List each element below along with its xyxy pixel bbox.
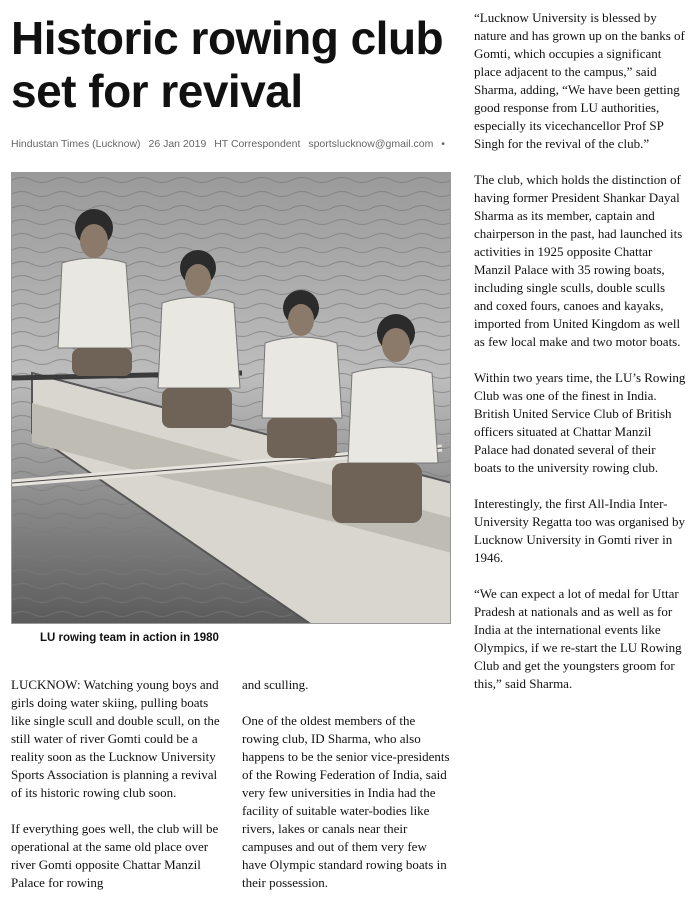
article-column-2 xyxy=(242,676,454,910)
paragraph: and sculling. xyxy=(242,677,309,692)
article-column-3 xyxy=(474,9,686,711)
byline-separator: • xyxy=(441,138,445,150)
photo-caption: LU rowing team in action in 1980 xyxy=(40,632,219,644)
article-photo xyxy=(11,172,451,624)
article-headline: Historic rowing club set for revival xyxy=(11,12,444,117)
paragraph: The club, which holds the distinction of having former President Shankar Dayal Sharma as its member, captain and chairperson in the past, had launched its activities in 1925 opposite Chattar Manzil Palace with 35 rowing boats, including single sculls, double sculls and coxed fours, canoes and kayaks, imported from United Kingdom as well as few local make and two motor boats. xyxy=(474,172,683,349)
paragraph: One of the oldest members of the rowing club, ID Sharma, who also happens to be the senior vice-presidents of the Rowing Federation of India, said very few universities in India had the facility of suitable water-bodies like rivers, lakes or canals near their campuses and out of them very few have Olympic standard rowing boats in their possession. xyxy=(242,713,450,890)
paragraph: If everything goes well, the club will be operational at the same old place over river Gomti opposite Chattar Manzil Palace for rowing xyxy=(11,821,219,890)
article-column-1 xyxy=(11,676,223,910)
paragraph: Interestingly, the first All-India Inter-University Regatta too was organised by Lucknow University in Gomti river in 1946. xyxy=(474,496,685,565)
byline-author: HT Correspondent xyxy=(214,138,301,150)
paragraph: “We can expect a lot of medal for Uttar Pradesh at nationals and as well as for India at the international events like Olympics, if we re-start the LU Rowing Club and get the youngsters groom for this,” said Sharma. xyxy=(474,586,682,691)
paragraph: LUCKNOW: Watching young boys and girls doing water skiing, pulling boats like single scull and double scull, on the still water of river Gomti could be a reality soon as the Lucknow University Sports Association is planning a revival of its historic rowing club soon. xyxy=(11,677,220,800)
byline-date: 26 Jan 2019 xyxy=(148,138,207,150)
byline-email[interactable]: sportslucknow@gmail.com xyxy=(308,138,434,150)
paragraph: “Lucknow University is blessed by nature and has grown up on the banks of Gomti, which occupies a significant place adjacent to the campus,” said Sharma, adding, “We have been getting good response from LU authorities, especially its vicechancellor Prof SP Singh for the revival of the club.” xyxy=(474,10,685,151)
article-byline xyxy=(11,138,456,150)
rowing-team-photo-illustration xyxy=(12,173,451,624)
byline-source: Hindustan Times (Lucknow) xyxy=(11,138,141,150)
paragraph: Within two years time, the LU’s Rowing Club was one of the finest in India. British United Service Club of British officers situated at Chattar Manzil Palace had donated several of their boats to the university rowing club. xyxy=(474,370,686,475)
